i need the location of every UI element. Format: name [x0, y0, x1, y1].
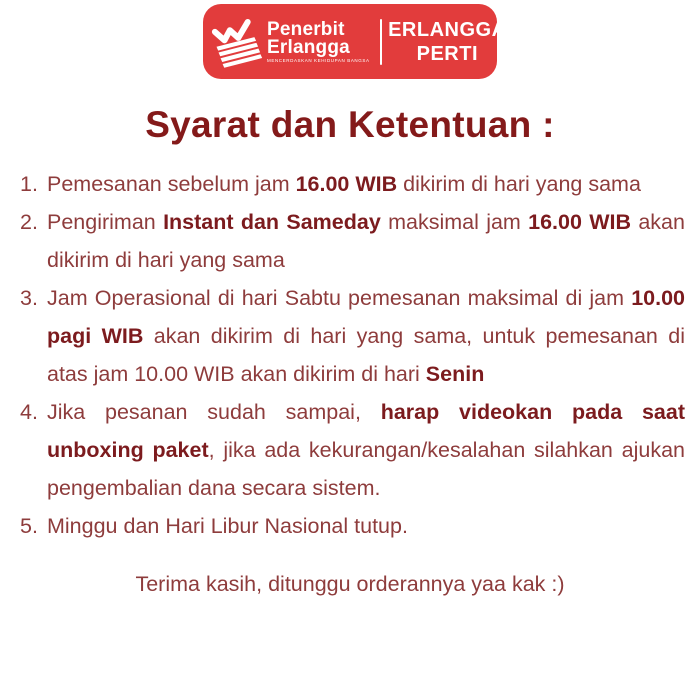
term-text-bold: Senin [425, 362, 485, 386]
page-title: Syarat dan Ketentuan : [145, 104, 555, 145]
header-banner [203, 4, 507, 79]
term-text: Jam Operasional di hari Sabtu pemesanan maksimal di jam [47, 286, 632, 310]
publisher-name-line2: Erlangga [267, 36, 350, 58]
term-item [20, 203, 685, 279]
thank-you-note: Terima kasih, ditunggu orderannya yaa kak :) [135, 572, 565, 596]
books-stack-icon [211, 16, 265, 68]
term-text-bold: 16.00 WIB [528, 210, 632, 234]
store-name-line2: PERTI [416, 42, 479, 65]
term-text: Pengiriman [47, 210, 164, 234]
term-item [20, 507, 685, 545]
store-name-line1: ERLANGGA [388, 18, 507, 41]
term-text: Jika pesanan sudah sampai, [47, 400, 381, 424]
publisher-name-line1: Penerbit [267, 18, 345, 40]
terms-flyer [0, 4, 700, 700]
term-number: 2. [20, 210, 38, 234]
term-item [20, 279, 685, 393]
term-text-bold: harap videokan pada saat unboxing paket [47, 400, 685, 462]
publisher-tagline: MENCERDASKAN KEHIDUPAN BANGSA [267, 57, 370, 63]
term-item [20, 393, 685, 507]
term-item [20, 165, 685, 203]
term-text: dikirim di hari yang sama [397, 172, 641, 196]
publisher-wordmark [267, 18, 370, 63]
term-number: 5. [20, 514, 38, 538]
term-text-bold: 16.00 WIB [295, 172, 398, 196]
term-text: akan dikirim di hari yang sama, untuk pemesanan di atas jam 10.00 WIB akan dikirim di hari [47, 324, 685, 386]
terms-list [20, 165, 685, 545]
term-number: 3. [20, 286, 38, 310]
store-name [388, 18, 506, 66]
term-text-bold: 10.00 pagi WIB [47, 286, 685, 348]
term-text: akan dikirim di hari yang sama [47, 210, 685, 272]
term-text: Minggu dan Hari Libur Nasional tutup. [47, 514, 408, 538]
term-text-bold: Instant dan Sameday [163, 210, 381, 234]
term-number: 1. [20, 172, 38, 196]
term-text: Pemesanan sebelum jam [47, 172, 296, 196]
publisher-logo [211, 16, 370, 68]
term-number: 4. [20, 400, 38, 424]
banner-divider [380, 19, 383, 65]
term-text: maksimal jam [380, 210, 529, 234]
term-text: , jika ada kekurangan/kesalahan silahkan ajukan pengembalian dana secara sistem. [47, 438, 685, 500]
